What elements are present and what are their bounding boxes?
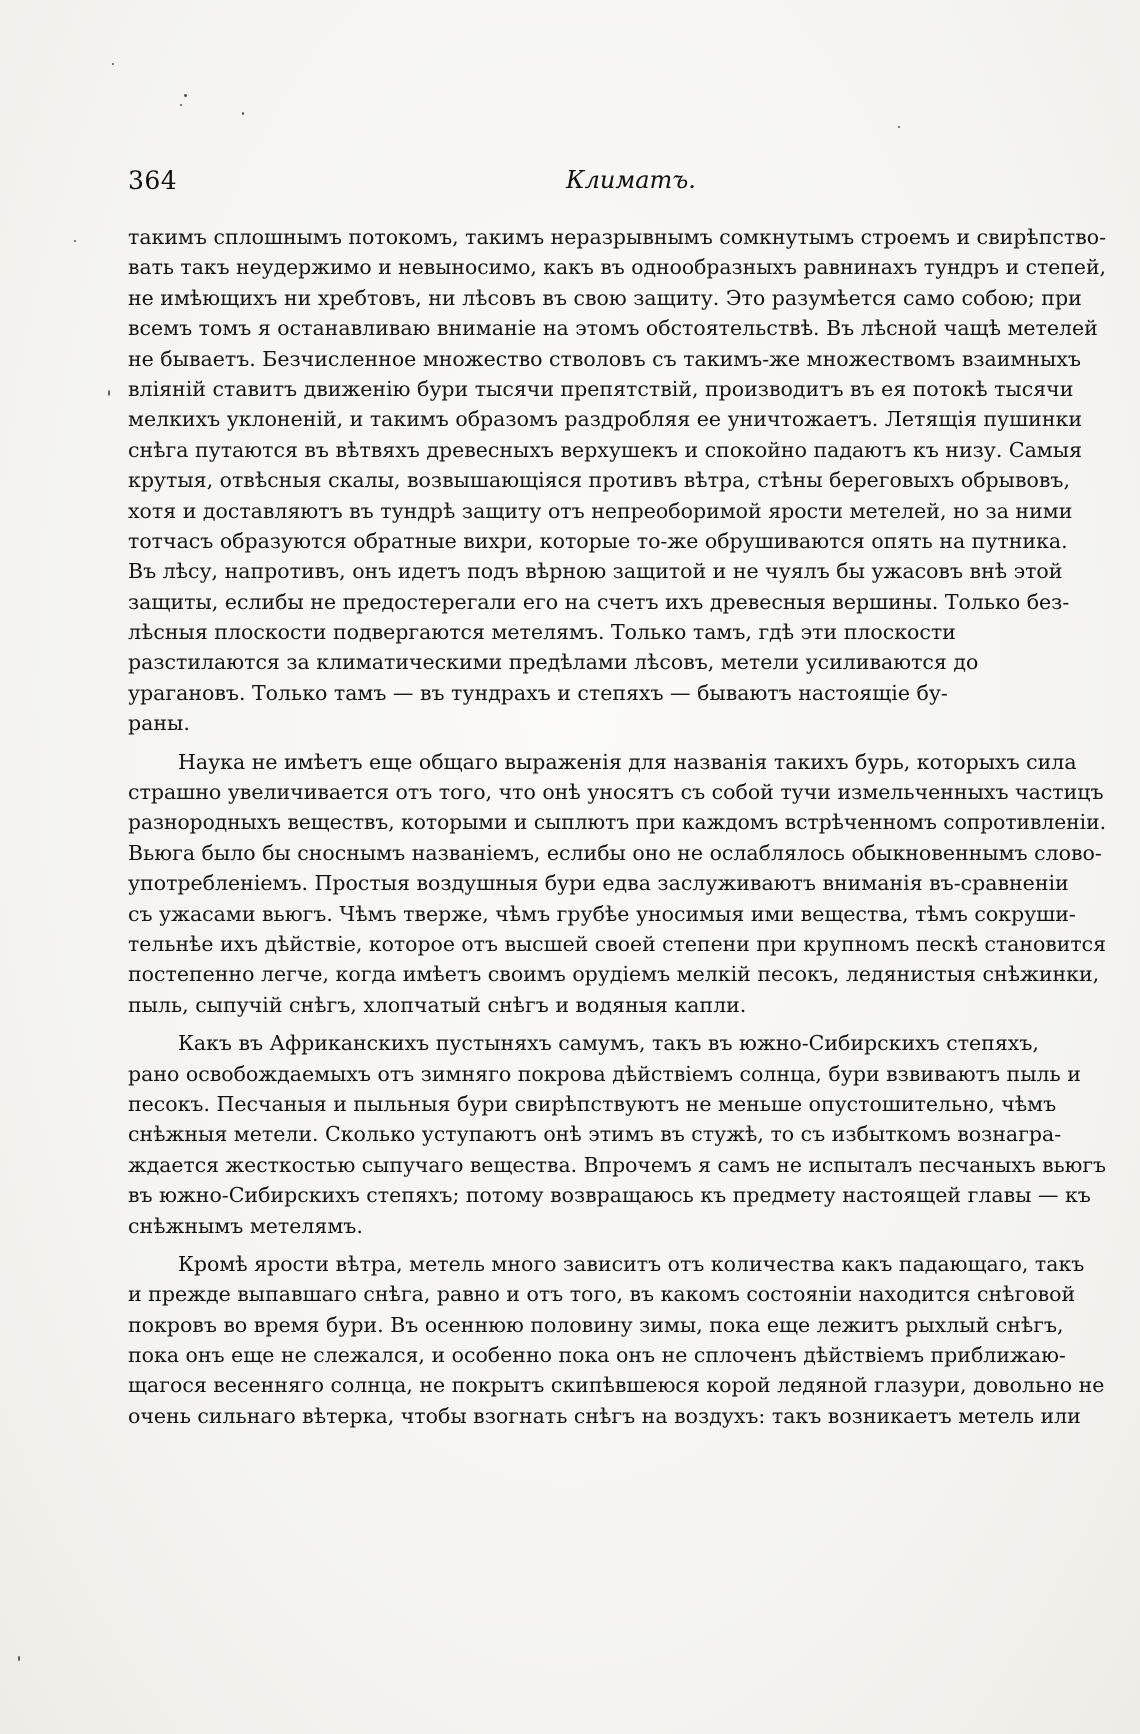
text-line: очень сильнаго вѣтерка, чтобы взогнать снѣгъ на воздухъ: такъ возникаетъ метель или (128, 1403, 1081, 1428)
ink-speck (180, 104, 182, 106)
text-line: съ ужасами вьюгъ. Чѣмъ тверже, чѣмъ грубѣе уносимыя ими вещества, тѣмъ сокруши- (128, 901, 1076, 926)
text-line: урагановъ. Только тамъ — въ тундрахъ и степяхъ — бываютъ настоящіе бу- (128, 680, 948, 705)
text-line: хотя и доставляютъ въ тундрѣ защиту отъ непреоборимой ярости метелей, но за ними (128, 498, 1073, 523)
text-line: песокъ. Песчаныя и пыльныя бури свирѣпствуютъ не меньше опустошительно, чѣмъ (128, 1091, 1057, 1116)
ink-speck (18, 1656, 20, 1661)
text-line: раны. (128, 711, 190, 736)
text-line: такимъ сплошнымъ потокомъ, такимъ неразрывнымъ сомкнутымъ строемъ и свирѣпство- (128, 225, 1106, 249)
ink-speck (898, 126, 900, 128)
text-line: не бываетъ. Безчисленное множество стволовъ съ такимъ-же множествомъ взаимныхъ (128, 346, 1081, 371)
text-line: Кромѣ ярости вѣтра, метель много зависитъ отъ количества какъ падающаго, такъ (178, 1251, 1085, 1276)
ink-speck (184, 94, 187, 97)
paragraph (128, 222, 1106, 739)
text-line: защиты, еслибы не предостерегали его на счетъ ихъ древесныя вершины. Только без- (128, 589, 1070, 614)
text-line: и прежде выпавшаго снѣга, равно и отъ того, въ какомъ состояніи находится снѣговой (128, 1282, 1076, 1307)
text-line: щагося весенняго солнца, не покрытъ скипѣвшеюся корой ледяной глазури, довольно не (128, 1373, 1105, 1398)
body-text (128, 222, 1106, 1439)
text-line: вать такъ неудержимо и невыносимо, какъ въ однообразныхъ равнинахъ тундръ и степей, (128, 255, 1106, 280)
text-line: снѣжнымъ метелямъ. (128, 1213, 363, 1238)
text-line: Вьюга было бы сноснымъ названіемъ, еслибы оно не ослаблялось обыкновеннымъ слово- (128, 840, 1102, 865)
text-line: Наука не имѣетъ еще общаго выраженія для названія такихъ бурь, которыхъ сила (178, 749, 1077, 774)
text-line: въ южно-Сибирскихъ степяхъ; потому возвращаюсь къ предмету настоящей главы — къ (128, 1183, 1091, 1208)
text-line: употребленіемъ. Простыя воздушныя бури едва заслуживаютъ вниманія въ-сравненіи (128, 871, 1069, 896)
text-line: снѣжныя метели. Сколько уступаютъ онѣ этимъ въ стужѣ, то съ избыткомъ вознагра- (128, 1122, 1062, 1147)
ink-speck (108, 390, 110, 396)
paragraph (128, 1249, 1106, 1431)
ink-speck (242, 112, 244, 115)
text-line: снѣга путаются въ вѣтвяхъ древесныхъ верхушекъ и спокойно падаютъ къ низу. Самыя (128, 437, 1083, 462)
text-line: Въ лѣсу, напротивъ, онъ идетъ подъ вѣрною защитой и не чуялъ бы ужасовъ внѣ этой (128, 559, 1063, 584)
text-line: вліяній ставитъ движенію бури тысячи препятствій, производитъ въ ея потокѣ тысячи (128, 376, 1074, 401)
text-line: всемъ томъ я останавливаю вниманіе на этомъ обстоятельствѣ. Въ лѣсной чащѣ метелей (128, 316, 1098, 341)
paragraph (128, 747, 1106, 1021)
text-line: лѣсныя плоскости подвергаются метелямъ. Только тамъ, гдѣ эти плоскости (128, 620, 956, 645)
text-line: не имѣющихъ ни хребтовъ, ни лѣсовъ въ свою защиту. Это разумѣется само собою; при (128, 285, 1082, 310)
running-title: Климатъ. (566, 166, 696, 194)
ink-speck (112, 63, 114, 65)
ink-speck (74, 240, 76, 242)
text-line: постепенно легче, когда имѣетъ своимъ орудіемъ мелкій песокъ, ледянистыя снѣжинки, (128, 962, 1100, 987)
text-line: разстилаются за климатическими предѣлами лѣсовъ, метели усиливаются до (128, 650, 979, 675)
text-line: рано освобождаемыхъ отъ зимняго покрова дѣйствіемъ солнца, бури взвиваютъ пыль и (128, 1061, 1081, 1086)
text-line: пока онъ еще не слежался, и особенно пока онъ не сплоченъ дѣйствіемъ приближаю- (128, 1343, 1066, 1368)
page-number: 364 (128, 166, 178, 195)
text-line: тельнѣе ихъ дѣйствіе, которое отъ высшей своей степени при крупномъ пескѣ становится (128, 931, 1106, 956)
text-line: покровъ во время бури. Въ осеннюю половину зимы, пока еще лежитъ рыхлый снѣгъ, (128, 1312, 1064, 1337)
text-line: мелкихъ уклоненій, и такимъ образомъ раздробляя ее уничтожаетъ. Летящія пушинки (128, 407, 1082, 432)
text-line: пыль, сыпучій снѣгъ, хлопчатый снѣгъ и водяныя капли. (128, 992, 747, 1017)
text-line: крутыя, отвѣсныя скалы, возвышающіяся противъ вѣтра, стѣны береговыхъ обрывовъ, (128, 468, 1070, 493)
text-line: ждается жесткостью сыпучаго вещества. Впрочемъ я самъ не испыталъ песчаныхъ вьюгъ (128, 1152, 1106, 1177)
page-header (128, 166, 1106, 206)
text-line: страшно увеличивается отъ того, что онѣ уносятъ съ собой тучи измельченныхъ частицъ (128, 780, 1104, 805)
text-line: Какъ въ Африканскихъ пустыняхъ самумъ, такъ въ южно-Сибирскихъ степяхъ, (178, 1031, 1039, 1056)
paragraph (128, 1028, 1106, 1241)
text-line: разнородныхъ веществъ, которыми и сыплютъ при каждомъ встрѣченномъ сопротивленіи. (128, 810, 1106, 835)
text-line: тотчасъ образуются обратные вихри, которые то-же обрушиваются опять на путника. (128, 528, 1068, 553)
